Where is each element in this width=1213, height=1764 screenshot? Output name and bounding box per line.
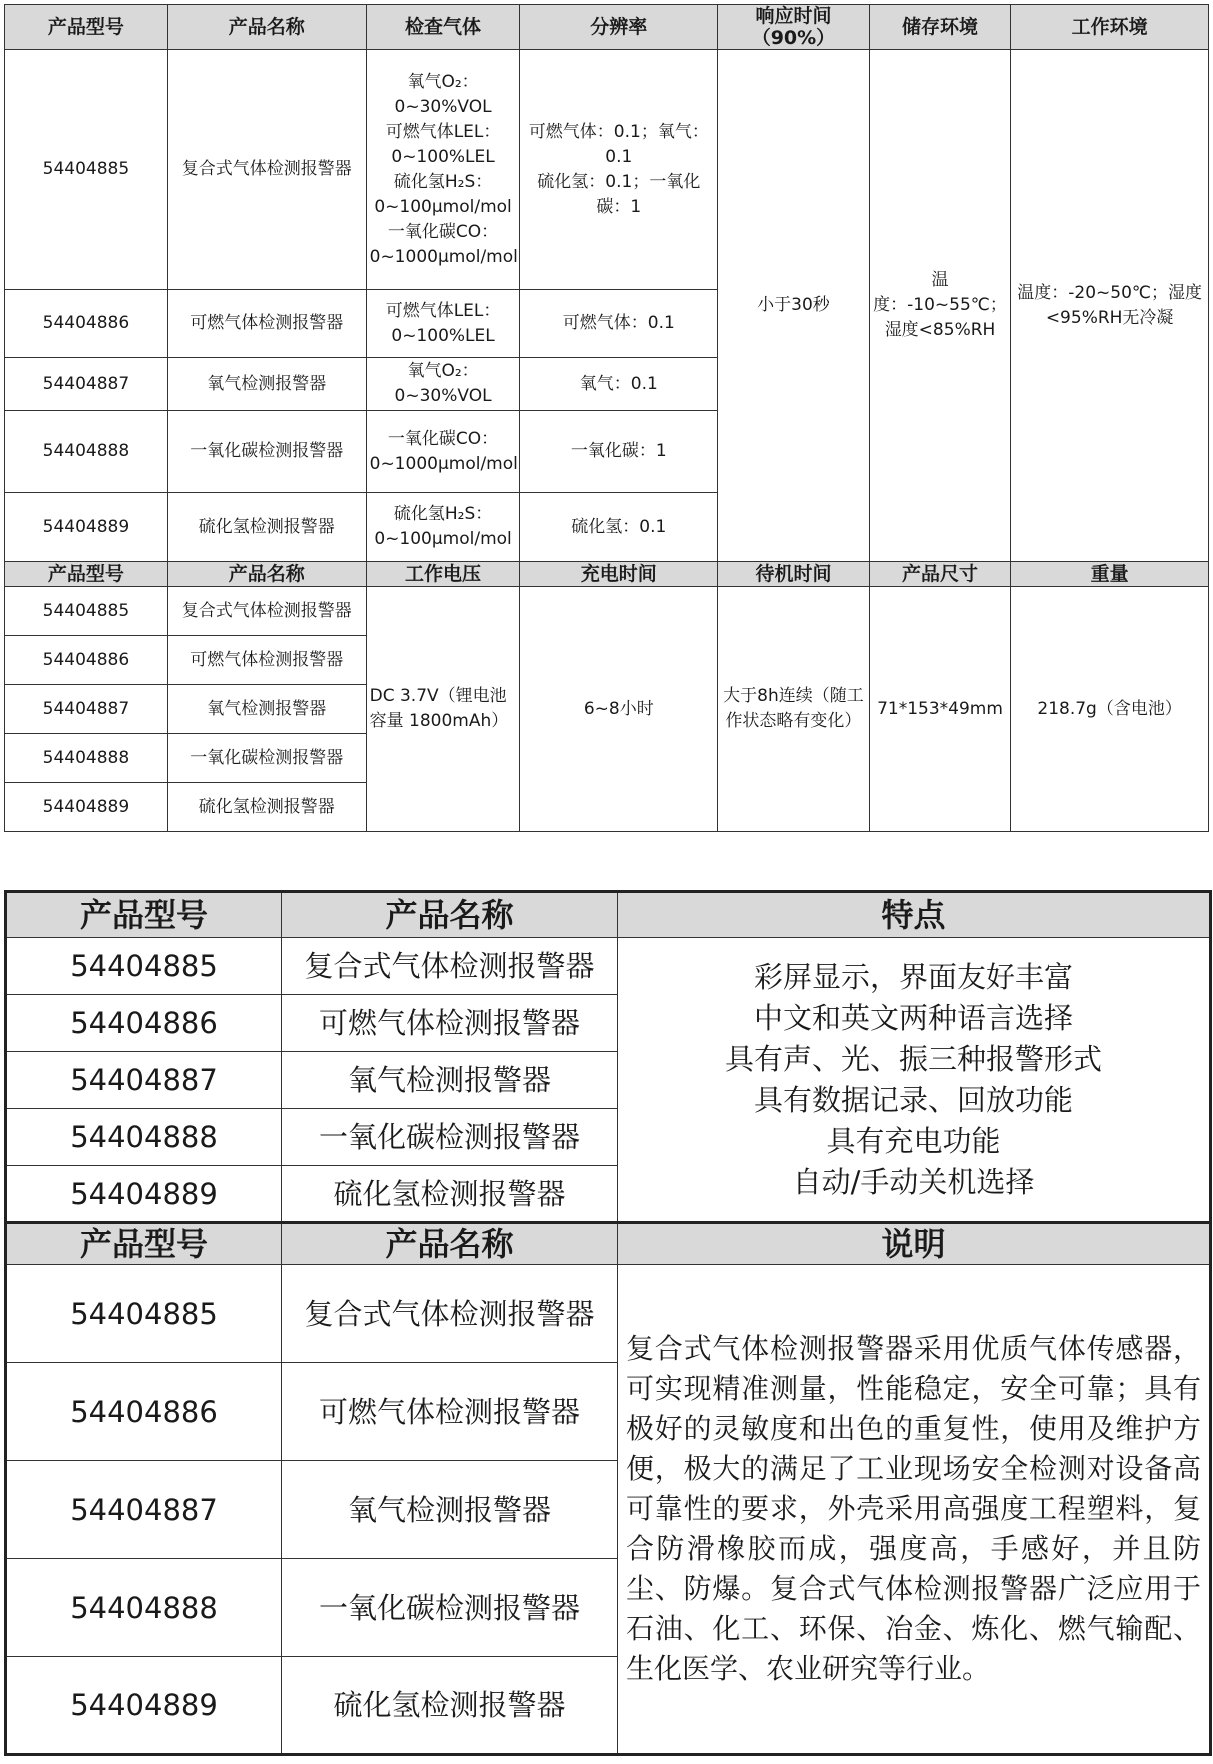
name-cell: 氧气检测报警器 [167,685,366,734]
gas-cell: 一氧化碳CO： 0~1000μmol/mol [366,411,520,493]
header-size: 产品尺寸 [869,562,1011,587]
charge-time-cell: 6~8小时 [520,587,718,832]
resolution-cell: 硫化氢：0.1 [520,493,718,562]
resolution-cell: 可燃气体：0.1 [520,290,718,358]
name-cell: 可燃气体检测报警器 [282,995,618,1052]
feature-table [4,890,1212,1756]
name-cell: 复合式气体检测报警器 [167,50,366,290]
feature-header-row [6,892,1211,938]
header-weight: 重量 [1011,562,1209,587]
name-cell: 可燃气体检测报警器 [167,290,366,358]
header-model: 产品型号 [6,1223,282,1265]
description-cell: 复合式气体检测报警器采用优质气体传感器，可实现精准测量，性能稳定，安全可靠；具有极好的灵敏度和出色的重复性，使用及维护方便，极大的满足了工业现场安全检测对设备高可靠性的要求，外壳采用高强度工程塑料，复合防滑橡胶而成，强度高，手感好，并且防尘、防爆。复合式气体检测报警器广泛应用于石油、化工、环保、冶金、炼化、燃气输配、生化医学、农业研究等行业。 [618,1265,1211,1755]
header-name: 产品名称 [167,5,366,50]
name-cell: 一氧化碳检测报警器 [167,411,366,493]
header-name: 产品名称 [282,1223,618,1265]
table-row [6,938,1211,995]
model-cell: 54404886 [5,636,168,685]
model-cell: 54404888 [5,734,168,783]
name-cell: 一氧化碳检测报警器 [282,1559,618,1657]
model-cell: 54404887 [6,1052,282,1109]
resolution-cell: 氧气：0.1 [520,358,718,411]
model-cell: 54404889 [5,783,168,832]
storage-env-cell: 温度：-10~55℃；湿度<85%RH [869,50,1011,562]
table-row [6,1265,1211,1363]
model-cell: 54404888 [5,411,168,493]
model-cell: 54404886 [6,995,282,1052]
model-cell: 54404885 [6,938,282,995]
header-description: 说明 [618,1223,1211,1265]
features-cell: 彩屏显示，界面友好丰富 中文和英文两种语言选择 具有声、光、振三种报警形式 具有数据记录、回放功能 具有充电功能 自动/手动关机选择 [618,938,1211,1223]
voltage-cell: DC 3.7V（锂电池容量 1800mAh） [366,587,520,832]
work-env-cell: 温度：-20~50℃；湿度<95%RH无冷凝 [1011,50,1209,562]
name-cell: 复合式气体检测报警器 [282,938,618,995]
header-gas: 检查气体 [366,5,520,50]
header-standby-time: 待机时间 [718,562,870,587]
spec-header-row [5,5,1209,50]
model-cell: 54404885 [6,1265,282,1363]
model-cell: 54404885 [5,50,168,290]
header-model: 产品型号 [5,562,168,587]
gas-cell: 氧气O₂： 0~30%VOL [366,358,520,411]
gas-cell: 硫化氢H₂S： 0~100μmol/mol [366,493,520,562]
name-cell: 一氧化碳检测报警器 [282,1109,618,1166]
header-work-env: 工作环境 [1011,5,1209,50]
resolution-cell: 一氧化碳：1 [520,411,718,493]
description-header-row [6,1223,1211,1265]
gas-cell: 氧气O₂： 0~30%VOL 可燃气体LEL： 0~100%LEL 硫化氢H₂S： 0~100μmol/mol 一氧化碳CO： 0~1000μmol/mol [366,50,520,290]
name-cell: 氧气检测报警器 [167,358,366,411]
response-time-cell: 小于30秒 [718,50,870,562]
name-cell: 氧气检测报警器 [282,1052,618,1109]
header-charge-time: 充电时间 [520,562,718,587]
name-cell: 硫化氢检测报警器 [282,1166,618,1223]
model-cell: 54404889 [6,1657,282,1755]
header-name: 产品名称 [282,892,618,938]
header-model: 产品型号 [5,5,168,50]
model-cell: 54404886 [6,1363,282,1461]
header-response-time: 响应时间 （90%） [718,5,870,50]
header-voltage: 工作电压 [366,562,520,587]
model-cell: 54404888 [6,1109,282,1166]
header-features: 特点 [618,892,1211,938]
standby-time-cell: 大于8h连续（随工作状态略有变化） [718,587,870,832]
name-cell: 硫化氢检测报警器 [167,493,366,562]
model-cell: 54404889 [5,493,168,562]
name-cell: 复合式气体检测报警器 [167,587,366,636]
model-cell: 54404886 [5,290,168,358]
table-row [5,50,1209,290]
size-cell: 71*153*49mm [869,587,1011,832]
table-row [5,587,1209,636]
weight-cell: 218.7g（含电池） [1011,587,1209,832]
header-resolution: 分辨率 [520,5,718,50]
header-name: 产品名称 [167,562,366,587]
name-cell: 一氧化碳检测报警器 [167,734,366,783]
model-cell: 54404887 [6,1461,282,1559]
spec-header-row-2 [5,562,1209,587]
model-cell: 54404888 [6,1559,282,1657]
model-cell: 54404885 [5,587,168,636]
name-cell: 可燃气体检测报警器 [167,636,366,685]
resolution-cell: 可燃气体：0.1；氧气：0.1 硫化氢：0.1；一氧化碳：1 [520,50,718,290]
gas-cell: 可燃气体LEL： 0~100%LEL [366,290,520,358]
header-model: 产品型号 [6,892,282,938]
spec-table [4,4,1209,832]
name-cell: 可燃气体检测报警器 [282,1363,618,1461]
name-cell: 硫化氢检测报警器 [167,783,366,832]
model-cell: 54404887 [5,358,168,411]
model-cell: 54404887 [5,685,168,734]
header-storage-env: 储存环境 [869,5,1011,50]
name-cell: 硫化氢检测报警器 [282,1657,618,1755]
name-cell: 氧气检测报警器 [282,1461,618,1559]
model-cell: 54404889 [6,1166,282,1223]
name-cell: 复合式气体检测报警器 [282,1265,618,1363]
